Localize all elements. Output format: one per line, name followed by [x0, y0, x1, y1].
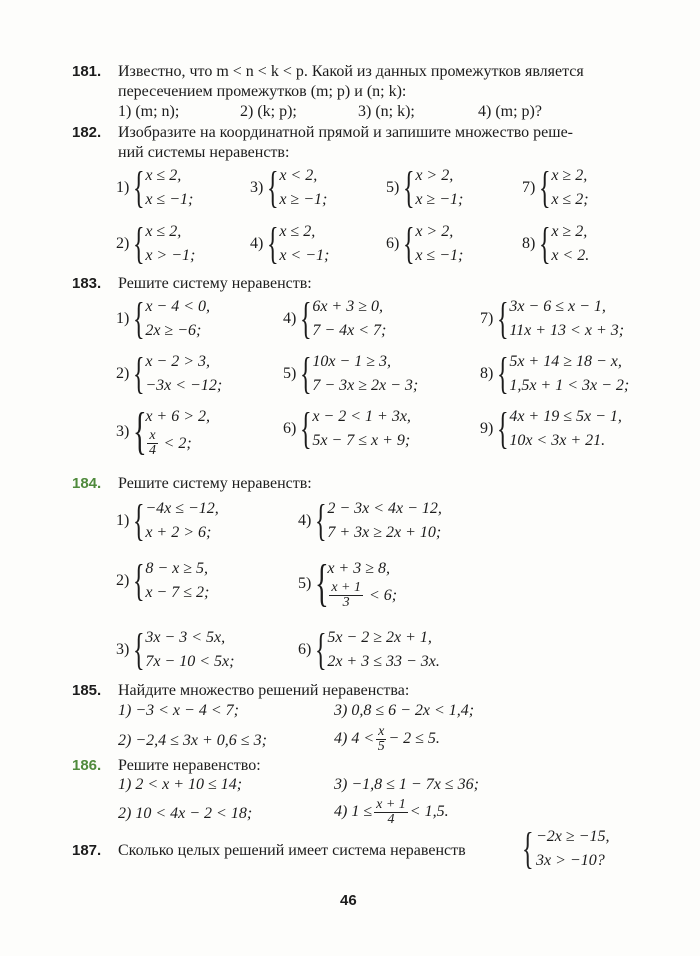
item-label: 9) [480, 420, 494, 437]
item-label: 4) [298, 512, 312, 529]
system-line-1: −2x ≥ −15, [536, 828, 610, 845]
system-brace: { [133, 219, 145, 268]
system-brace: { [267, 219, 279, 268]
system-brace: { [315, 625, 327, 674]
problem-186-item-4 [334, 795, 449, 829]
system-lines [509, 295, 624, 343]
fraction-denominator: 3 [342, 595, 350, 610]
system-line-2-rest: < 6; [369, 586, 398, 604]
system-lines [145, 557, 209, 605]
fraction-denominator: 5 [377, 738, 385, 754]
system-brace: { [497, 294, 509, 343]
system-lines [279, 220, 329, 268]
system-lines [312, 350, 418, 398]
system-line-1: −4x ≤ −12, [145, 500, 219, 517]
item-label: 6) [283, 420, 297, 437]
system-brace: { [267, 163, 279, 212]
p182-item-3 [250, 164, 327, 212]
system-brace: { [315, 554, 330, 612]
system-lines [327, 557, 397, 610]
item-label: 8) [522, 235, 536, 252]
problem-185-item-4-fraction [376, 725, 386, 754]
p183-item-8 [480, 350, 629, 398]
system-line-2: 7 − 3x ≥ 2x − 3; [312, 377, 419, 394]
system-lines [279, 164, 327, 212]
problem-182-line2: ний системы неравенств: [118, 144, 290, 161]
item-label: 4) [283, 310, 297, 327]
problem-number-182: 182. [72, 124, 102, 141]
problem-183-title: Решите систему неравенств: [118, 275, 312, 292]
p182-item-4 [250, 220, 329, 268]
system-brace: { [300, 349, 312, 398]
problem-number-183: 183. [72, 275, 102, 292]
problem-185-item-3: 3) 0,8 ≤ 6 − 2x < 1,4; [334, 702, 475, 719]
p184-item-1 [116, 497, 219, 545]
system-brace: { [133, 163, 145, 212]
p182-item-8 [522, 220, 589, 268]
system-line-1: x − 4 < 0, [145, 298, 211, 315]
item-label: 5) [283, 365, 297, 382]
system-lines [145, 220, 195, 268]
system-lines [145, 295, 210, 343]
system-lines [509, 405, 622, 453]
item-label: 5) [298, 574, 312, 592]
problem-number-187: 187. [72, 842, 102, 859]
system-lines [145, 350, 222, 398]
system-lines [509, 350, 629, 398]
item-label: 1) [116, 179, 130, 196]
item-label: 6) [386, 235, 400, 252]
system-line-2: x < −1; [279, 247, 330, 264]
system-brace: { [403, 219, 415, 268]
item-label: 4) [250, 235, 264, 252]
system-line-1: 2 − 3x < 4x − 12, [327, 500, 442, 517]
system-line-1: x + 3 ≥ 8, [327, 560, 391, 577]
system-line-1: x < 2, [279, 167, 318, 184]
problem-185-item-4-prefix: 4) 4 < [334, 730, 375, 747]
system-brace: { [497, 404, 509, 453]
system-line-1: 5x + 14 ≥ 18 − x, [509, 353, 622, 370]
p182-item-2 [116, 220, 195, 268]
system-line-2: x ≥ −1; [415, 191, 464, 208]
p184-item-4 [298, 497, 442, 545]
system-line-1: x > 2, [415, 223, 454, 240]
system-line-1: x ≤ 2, [145, 223, 182, 240]
system-line-1: x ≤ 2, [279, 223, 316, 240]
system-brace: { [315, 496, 327, 545]
p184-item-6 [298, 626, 440, 674]
item-label: 3) [250, 179, 264, 196]
item-label: 3) [116, 641, 130, 658]
system-line-1: x − 2 < 1 + 3x, [312, 408, 411, 425]
problem-186-item-4-fraction [374, 798, 408, 827]
system-line-2: x ≤ 2; [551, 191, 589, 208]
system-lines [145, 497, 218, 545]
system-line-2: −3x < −12; [145, 377, 223, 394]
system-line-1: 8 − x ≥ 5, [145, 560, 209, 577]
problem-number-185: 185. [72, 682, 102, 699]
system-brace: { [539, 163, 551, 212]
p183-item-9 [480, 405, 622, 453]
system-line-2: x + 2 > 6; [145, 524, 212, 541]
system-brace: { [133, 625, 145, 674]
system-lines [415, 164, 463, 212]
system-line-2: 7x − 10 < 5x; [145, 653, 235, 670]
page-number: 46 [340, 892, 357, 909]
fraction-denominator: 4 [387, 811, 395, 827]
p184-item-2 [116, 557, 209, 605]
p183-item-2 [116, 350, 222, 398]
p182-item-6 [386, 220, 463, 268]
system-line-2: 5x − 7 ≤ x + 9; [312, 432, 411, 449]
system-brace: { [133, 402, 148, 460]
p183-item-3 [116, 402, 211, 460]
p182-item-5 [386, 164, 463, 212]
system-brace: { [539, 219, 551, 268]
system-fraction [329, 581, 363, 610]
system-lines [415, 220, 463, 268]
problem-181-option-2: 2) (k; p); [240, 103, 297, 120]
fraction-numerator: x + 1 [331, 580, 361, 595]
system-lines [145, 405, 210, 458]
system-line-2 [327, 581, 397, 610]
system-line-2-rest: < 2; [163, 434, 192, 452]
system-line-1: 10x − 1 ≥ 3, [312, 353, 392, 370]
problem-number-181: 181. [72, 63, 102, 80]
item-label: 1) [116, 310, 130, 327]
item-label: 7) [480, 310, 494, 327]
system-line-2: x ≤ −1; [145, 191, 194, 208]
system-line-1: 6x + 3 ≥ 0, [312, 298, 384, 315]
system-line-2: 3x > −10? [536, 852, 605, 869]
item-label: 7) [522, 179, 536, 196]
system-line-2: x ≥ −1; [279, 191, 328, 208]
system-brace: { [300, 294, 312, 343]
system-brace: { [133, 294, 145, 343]
p183-item-5 [283, 350, 418, 398]
system-line-1: x ≤ 2, [145, 167, 182, 184]
item-label: 6) [298, 641, 312, 658]
system-line-2: x < 2. [551, 247, 590, 264]
problem-186-item-4-prefix: 4) 1 ≤ [334, 803, 373, 820]
problem-182-line1: Изобразите на координатной прямой и запишите множество реше- [118, 124, 573, 141]
item-label: 3) [116, 422, 130, 440]
problem-186-item-1: 1) 2 < x + 10 ≤ 14; [118, 776, 243, 793]
item-label: 1) [116, 512, 130, 529]
system-line-2: 7 + 3x ≥ 2x + 10; [327, 524, 442, 541]
system-line-1: x + 6 > 2, [145, 408, 211, 425]
problem-186-title: Решите неравенство: [118, 757, 261, 774]
item-label: 8) [480, 365, 494, 382]
p183-item-6 [283, 405, 411, 453]
p184-item-3 [116, 626, 234, 674]
problem-181-option-4: 4) (m; p)? [478, 103, 542, 120]
problem-181-line2: пересечением промежутков (m; p) и (n; k): [118, 83, 407, 100]
system-brace: { [522, 824, 534, 873]
p182-item-7 [522, 164, 589, 212]
problem-181-option-1: 1) (m; n); [118, 103, 180, 120]
system-line-1: x ≥ 2, [551, 223, 588, 240]
system-brace: { [497, 349, 509, 398]
system-line-1: x ≥ 2, [551, 167, 588, 184]
system-line-2: x − 7 ≤ 2; [145, 584, 210, 601]
system-line-2: 2x + 3 ≤ 33 − 3x. [327, 653, 440, 670]
problem-185-item-4-suffix: − 2 ≤ 5. [388, 730, 440, 747]
system-lines [145, 164, 193, 212]
problem-181-line1: Известно, что m < n < k < p. Какой из данных промежутков является [118, 63, 584, 80]
p182-item-1 [116, 164, 193, 212]
system-line-1: 5x − 2 ≥ 2x + 1, [327, 629, 432, 646]
system-line-1: 3x − 6 ≤ x − 1, [509, 298, 606, 315]
problem-185-item-1: 1) −3 < x − 4 < 7; [118, 702, 239, 719]
item-label: 2) [116, 572, 130, 589]
system-line-2: x > −1; [145, 247, 196, 264]
system-lines [327, 626, 440, 674]
fraction-numerator: x + 1 [376, 796, 406, 812]
system-line-2: 11x + 13 < x + 3; [509, 322, 625, 339]
problem-187-system [522, 825, 609, 873]
p183-item-1 [116, 295, 210, 343]
fraction-denominator: 4 [148, 443, 156, 458]
problem-186-item-4-suffix: < 1,5. [409, 803, 449, 820]
system-brace: { [133, 556, 145, 605]
problem-187-text: Сколько целых решений имеет система неравенств [118, 842, 466, 859]
problem-185-title: Найдите множество решений неравенства: [118, 682, 410, 699]
problem-186-item-3: 3) −1,8 ≤ 1 − 7x ≤ 36; [334, 776, 479, 793]
system-lines [145, 626, 234, 674]
system-line-1: x > 2, [415, 167, 454, 184]
item-label: 2) [116, 235, 130, 252]
system-line-2 [145, 429, 210, 458]
system-line-2: 1,5x + 1 < 3x − 2; [509, 377, 630, 394]
system-line-2: 7 − 4x < 7; [312, 322, 387, 339]
system-brace: { [133, 349, 145, 398]
system-lines [551, 220, 589, 268]
p183-item-7 [480, 295, 624, 343]
fraction-numerator: x [378, 723, 385, 739]
item-label: 2) [116, 365, 130, 382]
system-brace: { [300, 404, 312, 453]
system-line-1: 3x − 3 < 5x, [145, 629, 226, 646]
system-lines [551, 164, 588, 212]
problem-185-item-4 [334, 722, 440, 756]
system-fraction [147, 429, 157, 458]
system-line-2: 10x < 3x + 21. [509, 432, 606, 449]
fraction-numerator: x [149, 428, 156, 443]
p183-item-4 [283, 295, 386, 343]
system-lines [312, 405, 411, 453]
system-lines [312, 295, 386, 343]
problem-184-title: Решите систему неравенств: [118, 475, 312, 492]
item-label: 5) [386, 179, 400, 196]
system-lines [327, 497, 442, 545]
system-brace: { [133, 496, 145, 545]
problem-number-184: 184. [72, 475, 102, 492]
system-line-2: x ≤ −1; [415, 247, 464, 264]
system-brace: { [403, 163, 415, 212]
problem-185-item-2: 2) −2,4 ≤ 3x + 0,6 ≤ 3; [118, 732, 267, 749]
system-line-1: 4x + 19 ≤ 5x − 1, [509, 408, 622, 425]
system-line-2: 2x ≥ −6; [145, 322, 202, 339]
problem-181-option-3: 3) (n; k); [358, 103, 415, 120]
system-line-1: x − 2 > 3, [145, 353, 211, 370]
p184-item-5 [298, 554, 398, 612]
problem-186-item-2: 2) 10 < 4x − 2 < 18; [118, 805, 253, 822]
problem-number-186: 186. [72, 757, 102, 774]
